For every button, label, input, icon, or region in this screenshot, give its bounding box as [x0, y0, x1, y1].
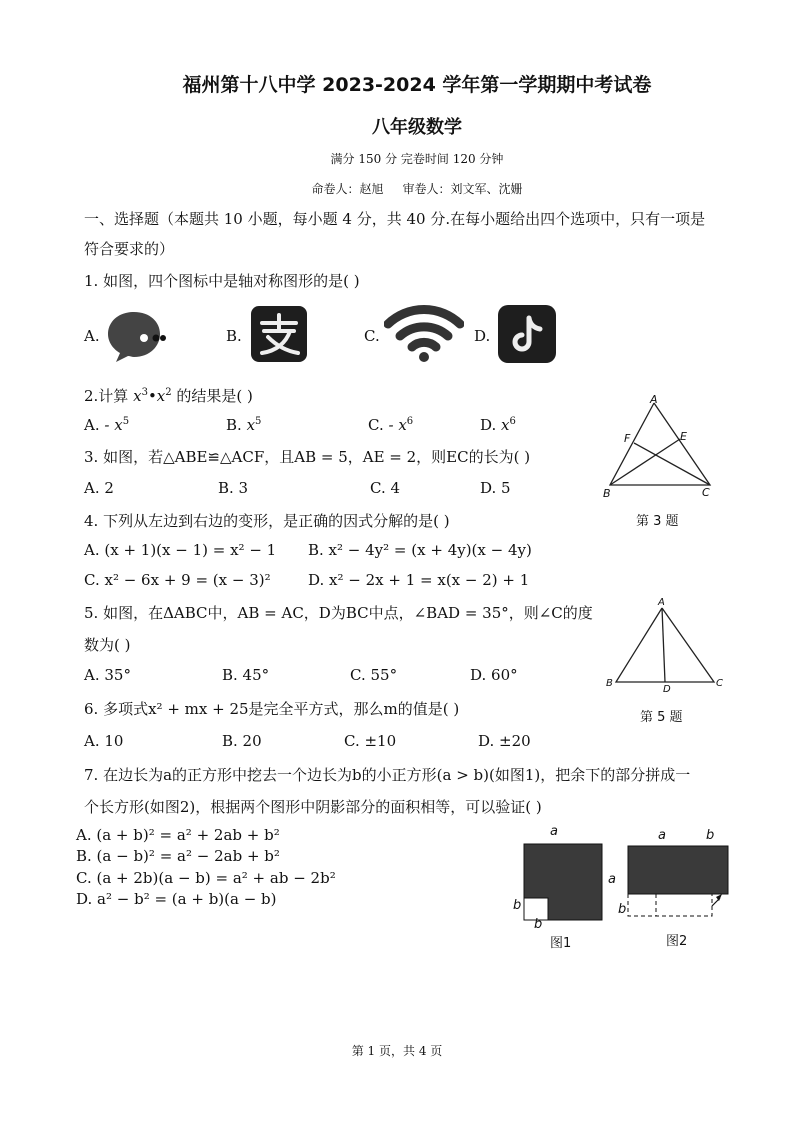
q2-option-d: D. $x^6$: [480, 416, 516, 434]
q4-option-b: B. x² − 4y² = (x + 4y)(x − 4y): [308, 541, 532, 559]
q5-option-c: C. 55°: [350, 666, 398, 684]
q7-fig1-label-a-right: a: [608, 872, 616, 887]
q5-option-a: A. 35°: [84, 666, 131, 684]
q7-fig2-caption: 图2: [666, 934, 688, 949]
q6-option-c: C. ±10: [344, 732, 397, 750]
q4-option-d: D. x² − 2x + 1 = x(x − 2) + 1: [308, 571, 530, 589]
q7-stem-cont: 个长方形(如图2)，根据两个图形中阴影部分的面积相等，可以验证( ): [84, 798, 542, 816]
q4-stem: 4. 下列从左边到右边的变形，是正确的因式分解的是( ): [84, 512, 450, 530]
q3-label-e: E: [680, 430, 687, 443]
alipay-icon: [250, 305, 308, 363]
q5-label-c: C: [716, 678, 723, 689]
q7-fig2-label-a: a: [658, 828, 666, 843]
q1-option-d-label: D.: [474, 327, 491, 345]
q7-fig2-label-b: b: [706, 828, 715, 843]
chat-bubble-icon: [104, 308, 168, 364]
exam-title: 福州第十八中学 2023-2024 学年第一学期期中考试卷: [182, 74, 652, 96]
q6-stem: 6. 多项式x² + mx + 25是完全平方式，那么m的值是( ): [84, 700, 460, 718]
q2-option-c: C. - $x^6$: [368, 416, 414, 434]
q7-figure-1: [522, 842, 604, 922]
page-footer: 第 1 页，共 4 页: [351, 1044, 443, 1058]
q4-option-c: C. x² − 6x + 9 = (x − 3)²: [84, 571, 271, 589]
q6-option-b: B. 20: [222, 732, 262, 750]
section-heading: 一、选择题（本题共 10 小题，每小题 4 分，共 40 分.在每小题给出四个选项中，只有一项是: [84, 210, 706, 228]
q7-option-c: C. (a + 2b)(a − b) = a² + ab − 2b²: [76, 869, 336, 887]
wifi-icon: [384, 304, 464, 364]
exam-info: 满分 150 分 完卷时间 120 分钟: [330, 152, 504, 166]
tiktok-icon: [497, 304, 557, 364]
q7-option-a: A. (a + b)² = a² + 2ab + b²: [76, 826, 280, 844]
q6-option-d: D. ±20: [478, 732, 531, 750]
q7-fig1-caption: 图1: [550, 936, 572, 951]
q6-option-a: A. 10: [84, 732, 124, 750]
q5-stem-cont: 数为( ): [84, 636, 131, 654]
subject-title: 八年级数学: [372, 117, 462, 138]
q5-caption: 第 5 题: [640, 710, 683, 725]
q3-label-b: B: [603, 487, 611, 500]
q3-option-b: B. 3: [218, 479, 249, 497]
q3-label-f: F: [624, 432, 631, 445]
exam-authors: 命卷人：赵旭 审卷人：刘文军、沈姗: [311, 182, 523, 196]
q7-option-b: B. (a − b)² = a² − 2ab + b²: [76, 847, 280, 865]
q7-stem: 7. 在边长为a的正方形中挖去一个边长为b的小正方形(a > b)(如图1)，把余下的部分拼成一: [84, 766, 691, 784]
q5-stem: 5. 如图，在ΔABC中，AB = AC，D为BC中点，∠BAD = 35°，则∠C的度: [84, 604, 593, 622]
section-heading-cont: 符合要求的）: [84, 240, 175, 258]
q7-fig2-label-b-left: b: [618, 902, 627, 917]
q1-stem: 1. 如图，四个图标中是轴对称图形的是( ): [84, 272, 360, 290]
q3-option-a: A. 2: [84, 479, 114, 497]
q3-stem: 3. 如图，若△ABE≌△ACF，且AB = 5，AE = 2，则EC的长为( ): [84, 448, 531, 466]
q1-option-b-label: B.: [226, 327, 242, 345]
q3-caption: 第 3 题: [636, 514, 679, 529]
q3-option-d: D. 5: [480, 479, 511, 497]
q5-label-d: D: [663, 684, 671, 695]
q5-option-d: D. 60°: [470, 666, 518, 684]
q7-figure-2: [626, 842, 730, 922]
q1-option-a-label: A.: [84, 327, 100, 345]
q7-fig1-label-b-left: b: [513, 898, 522, 913]
q1-option-c-label: C.: [364, 327, 380, 345]
q2-stem: 2.计算 $x^3•x^2$ 的结果是( ): [84, 387, 253, 405]
q5-option-b: B. 45°: [222, 666, 270, 684]
q5-label-a: A: [658, 597, 665, 608]
q7-option-d: D. a² − b² = (a + b)(a − b): [76, 890, 277, 908]
q5-label-b: B: [606, 678, 613, 689]
q5-figure: [606, 598, 726, 690]
q2-option-a: A. - $x^5$: [84, 416, 130, 434]
q3-label-c: C: [702, 486, 710, 499]
q3-label-a: A: [650, 393, 658, 406]
q4-option-a: A. (x + 1)(x − 1) = x² − 1: [84, 541, 277, 559]
q7-fig1-label-a-top: a: [550, 824, 558, 839]
q2-option-b: B. $x^5$: [226, 416, 262, 434]
q3-option-c: C. 4: [370, 479, 401, 497]
q7-fig1-label-b-bottom: b: [534, 917, 543, 932]
